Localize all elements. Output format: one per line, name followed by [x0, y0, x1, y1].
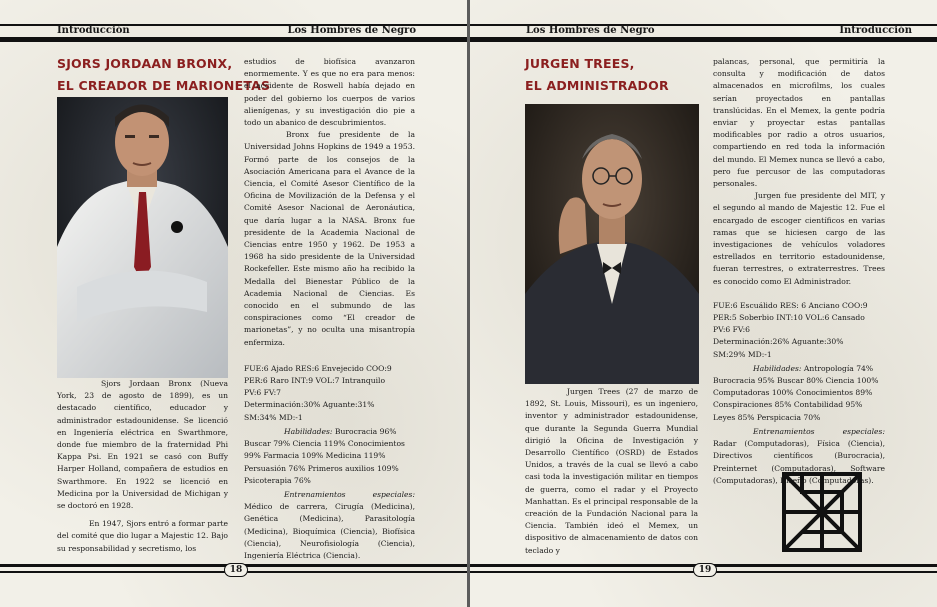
page-number: 18 [224, 563, 248, 577]
character-name: SJORS JORDAAN BRONX, [57, 56, 233, 71]
bio-paragraph: Bronx fue presidente de la Universidad Johns Hopkins de 1949 a 1953. Formó parte de los consejos de la Asociación Americana para el Avance de la Ciencia, el Comité Asesor Científico de la Oficina de Movilización de la Defensa y el Comité Asesor Nacional de Aeronáutica, que daría lugar a la NASA. Bronx fue presidente de la Academia Nacional de Ciencias entre 1950 y 1962. De 1953 a 1968 ha sido presidente de la Universidad Rockefeller. Este mismo año ha recibido la Medalla del Bienestar Público de la Academia Nacional de Ciencias. Es conocido en el submundo de las conspiraciones como “El creador de marionetas”, y no oculta una misantropía enfermiza. [244, 130, 415, 347]
skills-heading: Habilidades: [753, 363, 802, 373]
bio-paragraph: palancas, personal, que permitiría la consulta y modificación de datos almacenados en microfilms, los cuales serían proyectados en pantallas translúcidas. En el Memex, la gente podría enviar y proyectar estas pantallas modificables por radio a otros usuarios, compartiendo en red toda la información del mundo. El Memex nunca se llevó a cabo, pero fue percusor de las computadoras personales. [713, 57, 885, 189]
character-title [57, 53, 270, 97]
stat-line: Determinación:30% Aguante:31% [244, 400, 375, 410]
skills-block [244, 426, 415, 487]
left-column-bio [57, 378, 228, 555]
stat-line: PER:6 Raro INT:9 VOL:7 Intranquilo [244, 376, 386, 386]
left-column-bio [525, 386, 698, 557]
portrait-trees [525, 104, 699, 384]
right-column-text [244, 56, 415, 562]
bio-paragraph: Jurgen fue presidente del MIT, y el segundo al mando de Majestic 12. Fue el encargado de escoger científicos en varias ramas que se hiciesen cargo de las investigaciones de vehículos voladores estrellados en territorio estadounidense, fueran terrestres, o extraterrestres. Trees es conocido como El Administrador. [713, 191, 885, 286]
training-heading: Entrenamientos especiales: [753, 426, 885, 436]
stat-line: SM:34% MD:-1 [244, 412, 303, 422]
bio-paragraph: estudios de biofísica avanzaron enormemente. Y es que no era para menos: el accidente de Roswell había dejado en poder del gobierno los cuerpos de varios alienígenas, y su investigación dio pie a todo un abanico de descubrimientos. [244, 57, 415, 128]
stat-block [713, 300, 885, 361]
header-book-title: Los Hombres de Negro [526, 25, 655, 36]
skills-text: Burocracia 96% Buscar 79% Ciencia 119% Conocimientos 99% Farmacia 109% Medicina 119% Persuasión 76% Primeros auxilios 109% Psicoterapia 76% [244, 426, 405, 485]
portrait-bronx [57, 97, 228, 378]
stat-line: PER:5 Soberbio INT:10 VOL:6 Cansado [713, 313, 865, 323]
character-name: JURGEN TREES, [525, 56, 635, 71]
page-number: 19 [693, 563, 717, 577]
bio-paragraph: En 1947, Sjors entró a formar parte del comité que dio lugar a Majestic 12. Bajo su responsabilidad y secretismo, los [57, 519, 228, 553]
character-epithet: EL ADMINISTRADOR [525, 78, 669, 93]
bio-paragraph: Sjors Jordaan Bronx (Nueva York, 23 de agosto de 1899), es un destacado científico, educador y administrador estadounidense. Se licenció en Ingeniería eléctrica en Swarthmore, donde fue miembro de la fraternidad Phi Kappa Psi. En 1921 se casó con Buffy Harper Holland, compañera de estudios en Swarthmore. En 1922 se licenció en Medicina por la Universidad de Michigan y se doctoró en 1928. [57, 379, 228, 511]
left-page [0, 0, 468, 607]
right-page [470, 0, 937, 607]
training-heading: Entrenamientos especiales: [284, 489, 415, 499]
character-title [525, 53, 669, 97]
skills-block [713, 363, 885, 424]
stat-line: PV:6 FV:6 [713, 325, 751, 335]
stat-block [244, 363, 415, 424]
right-column-text [713, 56, 885, 487]
stat-line: Determinación:26% Aguante:30% [713, 337, 844, 347]
training-block [244, 489, 415, 562]
skills-text: Antropología 74% Burocracia 95% Buscar 80% Ciencia 100% Computadoras 100% Conocimientos 89% Conspiraciones 85% Contabilidad 95% Leyes 85% Perspicacia 70% [713, 363, 879, 422]
header-bar [470, 37, 937, 42]
header-section-right: Introducción [839, 25, 912, 36]
training-text: Radar (Computadoras), Física (Ciencia), Directivos científicos (Burocracia), Preinternet (Computadoras), Software (Computadoras), Diseño (Computadoras). [713, 439, 885, 485]
majestic-sigil-icon [780, 470, 864, 554]
header-bar [0, 37, 468, 42]
header-book-title: Los Hombres de Negro [287, 25, 416, 36]
stat-line: FUE:6 Ajado RES:6 Envejecido COO:9 [244, 363, 392, 373]
header-section-left: Introducción [57, 25, 130, 36]
stat-line: PV:6 FV:7 [244, 388, 282, 398]
character-epithet: EL CREADOR DE MARIONETAS [57, 78, 271, 93]
training-text: Médico de carrera, Cirugía (Medicina), Genética (Medicina), Parasitología (Medicina), Bioquímica (Ciencia), Biofísica (Ciencia), Neurofisiología (Ciencia), Ingeniería Eléctrica (Ciencia). [244, 502, 415, 560]
bio-paragraph: Jurgen Trees (27 de marzo de 1892, St. Louis, Missouri), es un ingeniero, inventor y administrador estadounidense, que durante la Segunda Guerra Mundial dirigió la Oficina de Investigación y Desarrollo Científico (OSRD) de Estados Unidos, a través de la cual se llevó a cabo casi toda la investigación militar en tiempos de guerra, como el radar y el Proyecto Manhattan. Es el principal responsable de la creación de la Fundación Nacional para la Ciencia. También ideó el Memex, un dispositivo de almacenamiento de datos con teclado y [525, 387, 698, 555]
stat-line: FUE:6 Escuálido RES: 6 Anciano COO:9 [713, 300, 868, 310]
skills-heading: Habilidades: [284, 426, 333, 436]
stat-line: SM:29% MD:-1 [713, 349, 772, 359]
